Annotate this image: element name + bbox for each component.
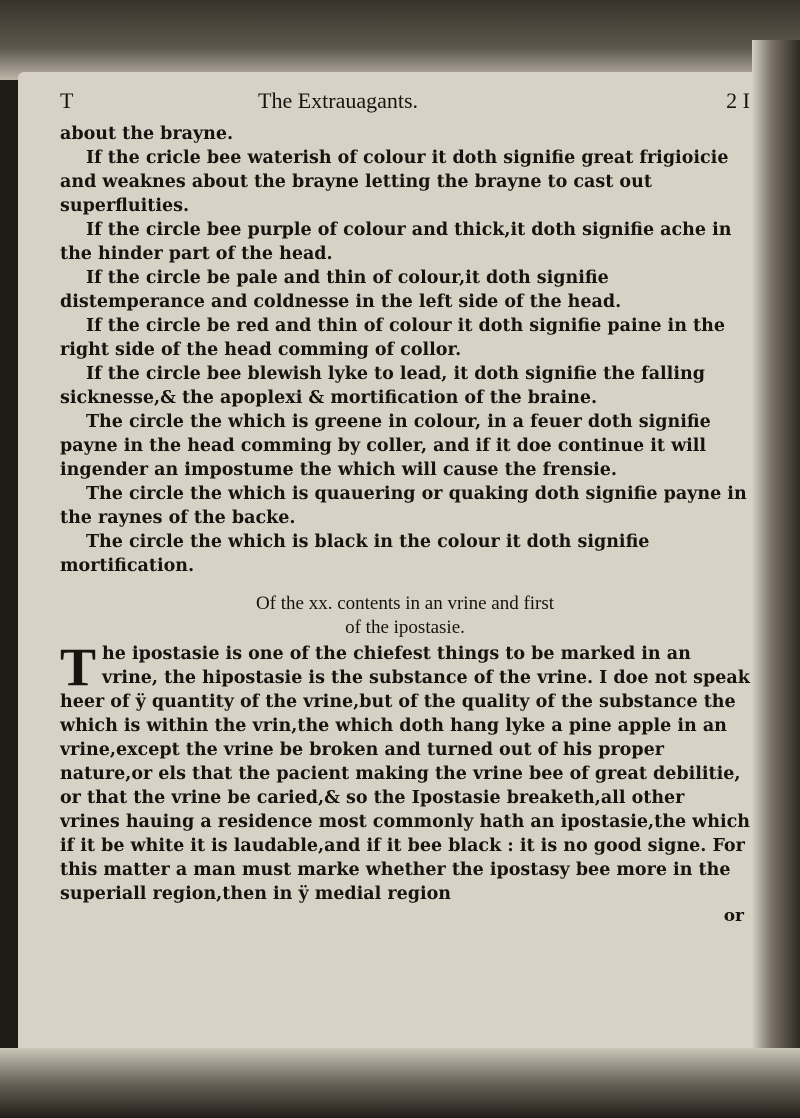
page-text: [60, 88, 750, 926]
paragraph: If the circle bee purple of colour and thick,it doth signifie ache in the hinder part of the head.: [60, 220, 732, 264]
section-body-text: he ipostasie is one of the chiefest things to be marked in an vrine, the hipostasie is the substance of the vrine. I doe not speak heer of ÿ quantity of the vrine,but of the quality of the substance the which is within the vrin,the which doth hang lyke a pine apple in an vrine,except the vrine be broken and turned out of his proper nature,or els that the pacient making the vrine bee of great debilitie, or that the vrine be caried,& so the Ipostasie breaketh,all other vrines hauing a residence most commonly hath an ipostasie,the which if it be white it is laudable,and if it bee black : it is no good signe. For this matter a man must marke whether the ipostasy bee more in the superiall region,then in ÿ medial region: [60, 644, 750, 904]
paragraph: If the circle be pale and thin of colour,it doth signifie distemperance and coldnesse in the left side of the head.: [60, 268, 622, 312]
book-gutter-edge: [752, 40, 800, 1080]
paragraph: If the circle be red and thin of colour it doth signifie paine in the right side of the head comming of collor.: [60, 316, 725, 360]
drop-capital: T: [60, 637, 97, 697]
catchword: or: [723, 906, 744, 926]
book-bottom-edge: [0, 1048, 800, 1118]
section-heading: Of the xx. contents in an vrine and first: [255, 593, 555, 614]
page-number: 2 I: [726, 88, 750, 113]
paragraph: about the brayne.: [60, 124, 234, 144]
paragraph: If the circle bee blewish lyke to lead, it doth signifie the falling sicknesse,& the apoplexi & mortification of the braine.: [60, 364, 705, 408]
paragraph: If the cricle bee waterish of colour it doth signifie great frigioicie and weaknes about the brayne letting the brayne to cast out superfluities.: [60, 148, 729, 216]
running-title: The Extrauagants.: [258, 88, 419, 113]
running-header: [60, 88, 750, 122]
section-body: [60, 637, 750, 906]
section-subheading: of the ipostasie.: [345, 617, 465, 638]
paragraph: The circle the which is greene in colour, in a feuer doth signifie payne in the head comming by coller, and if it doe continue it will ingender an impostume the which will cause the frensie.: [60, 412, 711, 480]
book-top-edge: [0, 0, 800, 80]
paragraph: The circle the which is black in the colour it doth signifie mortification.: [60, 532, 650, 576]
signature-mark: T: [60, 88, 74, 113]
paragraph: The circle the which is quauering or quaking doth signifie payne in the raynes of the backe.: [60, 484, 747, 528]
